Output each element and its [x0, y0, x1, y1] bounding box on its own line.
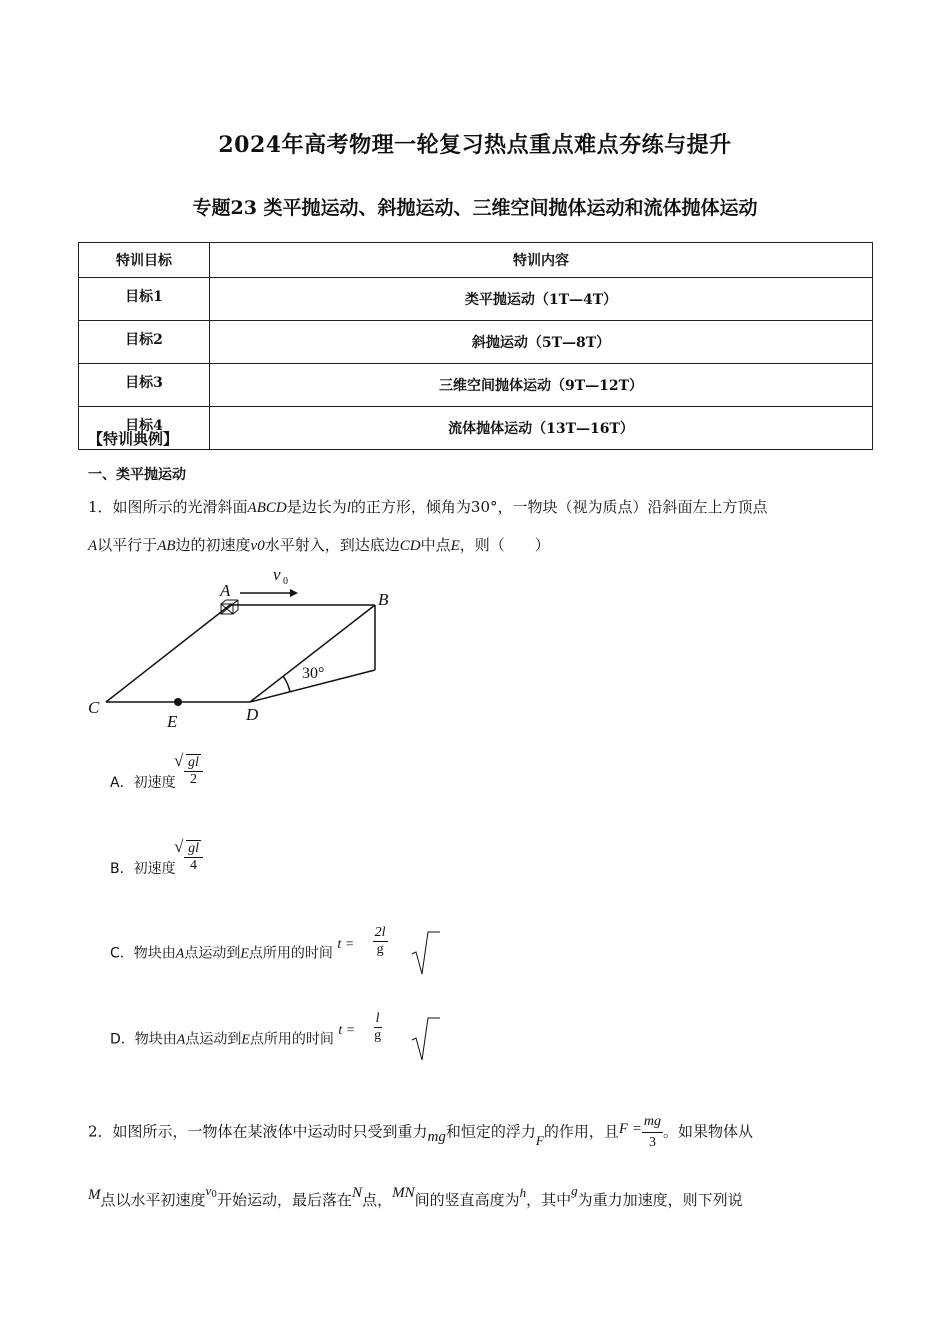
q2-text: 为重力加速度，则下列说	[577, 1191, 743, 1209]
q2-text: 的作用，且	[543, 1122, 619, 1141]
q2-text: 间的竖直高度为	[414, 1191, 520, 1209]
label-v-sub: 0	[283, 576, 288, 587]
option-text: 点运动到	[185, 1031, 242, 1048]
option-a[interactable]	[110, 755, 203, 800]
option-text: 点所用的时间	[249, 1031, 334, 1048]
table-row	[79, 364, 873, 407]
fraction	[184, 754, 203, 788]
fraction-den: 2	[189, 772, 197, 787]
section-heading: 【特训典例】	[88, 430, 179, 448]
content-cell: 斜抛运动（5T—8T）	[210, 321, 873, 364]
goals-table	[78, 242, 873, 450]
radical-sign-icon	[410, 1014, 440, 1064]
option-b[interactable]	[110, 841, 203, 886]
label-d: D	[246, 705, 259, 724]
q1-l: l	[346, 500, 351, 516]
goal-cell: 目标1	[79, 278, 210, 321]
q1-text: 边的初速度	[175, 536, 251, 554]
table-header-goal: 特训目标	[79, 243, 210, 278]
q1-text: ，则（ ）	[459, 536, 550, 554]
label-a: A	[220, 581, 231, 600]
content-cell: 流体抛体运动（13T—16T）	[210, 407, 873, 450]
q2-text: 。如果物体从	[663, 1122, 754, 1141]
fraction-den: g	[374, 1028, 382, 1043]
q2-v-sub: 0	[211, 1190, 218, 1200]
content-cell: 三维空间抛体运动（9T—12T）	[210, 364, 873, 407]
q2-m: M	[88, 1187, 101, 1203]
fraction	[184, 840, 203, 874]
q1-text: 的正方形，倾角为30°，一物块（视为质点）沿斜面左上方顶点	[350, 498, 768, 516]
q1-text: 中点	[420, 536, 451, 554]
table-row	[79, 407, 873, 450]
radical-sign-icon	[410, 928, 440, 978]
arrow-head-icon	[290, 589, 298, 597]
point-e: E	[240, 946, 249, 962]
table-row	[79, 321, 873, 364]
option-c[interactable]	[110, 925, 388, 970]
q2-f: F	[535, 1132, 544, 1148]
label-b: B	[378, 590, 389, 609]
point-e: E	[241, 1032, 250, 1048]
q2-text: 和恒定的浮力	[445, 1122, 536, 1141]
q2-h: h	[519, 1185, 527, 1200]
goal-cell: 目标3	[79, 364, 210, 407]
option-letter: C．	[110, 945, 134, 962]
fraction-num: mg	[642, 1112, 663, 1133]
fraction-den: g	[376, 942, 384, 957]
q2-text: 点以水平初速度	[100, 1191, 206, 1209]
fraction-den: 3	[648, 1135, 656, 1150]
q2-n: N	[352, 1185, 363, 1201]
q2-f-eq: F =	[618, 1120, 642, 1137]
goal-cell: 目标4	[79, 407, 210, 450]
content-cell: 类平抛运动（1T—4T）	[210, 278, 873, 321]
q2-text: 开始运动，最后落在	[217, 1191, 353, 1209]
subsection-heading: 一、类平抛运动	[88, 467, 186, 483]
q1-cd: CD	[399, 538, 421, 554]
q1-abcd: ABCD	[247, 500, 287, 516]
document-title: 2024年高考物理一轮复习热点重点难点夯练与提升	[218, 132, 732, 158]
q2-g: g	[571, 1183, 578, 1198]
time-symbol: t =	[338, 1022, 356, 1038]
q1-v0: v0	[250, 538, 265, 554]
point-a: A	[175, 946, 185, 962]
option-text: 点所用的时间	[248, 945, 333, 962]
q2-v: v	[205, 1183, 212, 1198]
label-v: v	[273, 565, 281, 584]
q1-text: 以平行于	[97, 536, 158, 554]
label-angle: 30°	[302, 665, 325, 682]
option-letter: D．	[110, 1031, 135, 1048]
option-letter: B．	[110, 861, 134, 877]
q1-text: 1．如图所示的光滑斜面	[88, 498, 248, 516]
angle-arc	[283, 676, 290, 692]
q1-point-e: E	[450, 538, 460, 554]
q1-point-a: A	[88, 538, 98, 554]
sqrt-fraction	[373, 925, 388, 958]
option-d[interactable]	[110, 1011, 382, 1056]
label-e: E	[167, 712, 178, 731]
q2-text: 2．如图所示，一物体在某液体中运动时只受到重力	[88, 1122, 428, 1141]
table-header-row	[79, 243, 873, 278]
label-c: C	[88, 698, 100, 717]
fraction-num: l	[375, 1011, 380, 1026]
question-2-line-1	[88, 1112, 753, 1153]
q2-fraction	[642, 1112, 663, 1153]
time-symbol: t =	[337, 936, 355, 952]
point-a: A	[176, 1032, 186, 1048]
point-e-dot	[174, 698, 182, 706]
q2-mg: mg	[427, 1128, 446, 1145]
question-2-line-2	[88, 1183, 743, 1213]
q2-text: 点，	[362, 1191, 393, 1209]
q2-mn: MN	[392, 1185, 415, 1201]
fraction-den: 4	[190, 858, 197, 873]
option-text: 物块由	[134, 1031, 177, 1048]
option-text: 点运动到	[184, 945, 241, 962]
table-row	[79, 278, 873, 321]
option-text: 初速度	[133, 861, 176, 877]
goal-cell: 目标2	[79, 321, 210, 364]
sqrt-gl: √ gl	[186, 754, 201, 771]
fraction-num: 2l	[374, 925, 386, 940]
question-1-line-2	[88, 535, 550, 556]
q1-text: 是边长为	[286, 498, 347, 516]
incline-figure	[80, 560, 410, 740]
table-header-content: 特训内容	[210, 243, 873, 278]
document-subtitle: 专题23 类平抛运动、斜抛运动、三维空间抛体运动和流体抛体运动	[192, 197, 758, 219]
question-1-line-1	[88, 497, 768, 518]
q2-text: ，其中	[526, 1191, 572, 1209]
option-text: 物块由	[133, 945, 176, 962]
edge-ac	[106, 605, 230, 702]
sqrt-gl: √ gl	[186, 840, 201, 857]
option-letter: A．	[110, 775, 134, 791]
q1-text: 水平射入，到达底边	[264, 536, 400, 554]
q1-ab: AB	[157, 538, 176, 554]
sqrt-fraction	[374, 1011, 382, 1044]
block-icon	[221, 600, 238, 614]
option-text: 初速度	[133, 775, 176, 791]
edge-db	[250, 605, 375, 702]
